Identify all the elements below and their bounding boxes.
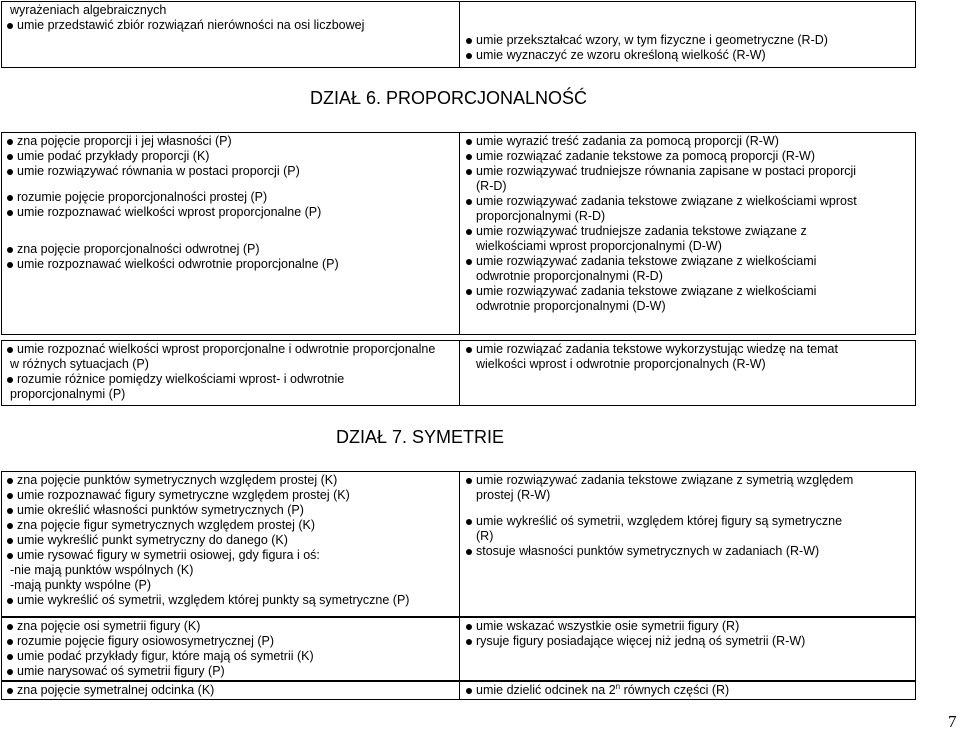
table-cell-left [2,2,460,67]
table-cell-left [2,341,460,405]
list-item-continuation [465,529,911,544]
list-item [6,473,455,488]
item-text: umie rozpoznawać wielkości odwrotnie proporcjonalne (P) [17,257,339,271]
list-item [6,593,455,608]
item-text: wyrażeniach algebraicznych [10,3,167,17]
bullet-icon [7,478,13,484]
item-text: proporcjonalnymi (R-D) [476,209,606,223]
list-item [6,619,455,634]
bullet-icon [466,229,472,235]
bullet-icon [466,478,472,484]
bullet-icon [7,538,13,544]
list-item [465,514,911,529]
superscript: n [615,682,621,691]
section7-table-row-1 [1,471,916,617]
bullet-icon [466,519,472,525]
item-text: zna pojęcie proporcjonalności odwrotnej (P) [17,242,260,256]
text-line [6,578,455,593]
text-line [6,563,455,578]
item-text: -mają punkty wspólne (P) [10,578,152,592]
item-text: umie przedstawić zbiór rozwiązań nierówności na osi liczbowej [17,18,365,32]
list-item [6,257,455,272]
list-item [465,254,911,269]
list-item [465,342,911,357]
item-text: -nie mają punktów wspólnych (K) [10,563,194,577]
page-number: 7 [948,712,957,731]
list-item [6,134,455,149]
item-text: umie rozwiązywać zadania tekstowe związane z symetrią względem [476,473,854,487]
bullet-icon [466,289,472,295]
item-text: umie rozwiązywać trudniejsze równania zapisane w postaci proporcji [476,164,857,178]
list-item [6,683,455,698]
section-heading: DZIAŁ 6. PROPORCJONALNOŚĆ [310,88,588,108]
item-text: umie wykreślić punkt symetryczny do danego (K) [17,533,288,547]
item-text: rozumie różnice pomiędzy wielkościami wprost- i odwrotnie [17,372,345,386]
bullet-icon [466,347,472,353]
list-item [465,619,911,634]
bullet-icon [7,139,13,145]
bullet-icon [7,553,13,559]
item-text: równych części (R) [620,683,730,697]
item-text: proporcjonalnymi (P) [10,387,126,401]
bullet-icon [7,508,13,514]
bullet-icon [466,139,472,145]
bullet-icon [7,523,13,529]
bullet-icon [7,195,13,201]
list-item-continuation [465,299,911,314]
bullet-icon [7,247,13,253]
table-cell-right [460,133,915,334]
item-text: wielkościami wprost proporcjonalnymi (D-W) [476,239,722,253]
bullet-icon [7,169,13,175]
item-text: odwrotnie proporcjonalnymi (D-W) [476,299,666,313]
item-text: zna pojęcie symetralnej odcinka (K) [17,683,215,697]
section-heading: DZIAŁ 7. SYMETRIE [336,427,505,447]
list-item [6,164,455,179]
list-item-continuation [465,209,911,224]
bullet-icon [7,639,13,645]
list-item [465,48,911,63]
list-item [6,533,455,548]
bullet-icon [466,688,472,694]
table-cell-left [2,682,460,699]
item-text: umie rozpoznawać figury symetryczne względem prostej (K) [17,488,350,502]
list-item [465,149,911,164]
table-cell-right [460,682,915,699]
item-text: umie wykreślić oś symetrii, względem której punkty są symetryczne (P) [17,593,410,607]
item-text: odwrotnie proporcjonalnymi (R-D) [476,269,663,283]
item-text: zna pojęcie osi symetrii figury (K) [17,619,201,633]
item-text: umie przekształcać wzory, w tym fizyczne i geometryczne (R-D) [476,33,828,47]
item-text: umie rozwiązywać równania w postaci proporcji (P) [17,164,300,178]
bullet-icon [7,688,13,694]
bullet-icon [7,493,13,499]
list-item [6,342,455,357]
item-text: umie dzielić odcinek na 2 [476,683,616,697]
item-text: (R-D) [476,179,507,193]
table-cell-right [460,341,915,405]
list-item [6,518,455,533]
bullet-icon [7,624,13,630]
spacer [465,503,911,514]
list-item [465,134,911,149]
item-text: umie wykreślić oś symetrii, względem której figury są symetryczne [476,514,843,528]
bullet-icon [7,154,13,160]
list-item [6,372,455,387]
bullet-icon [7,23,13,29]
list-item [465,194,911,209]
bullet-icon [466,259,472,265]
bullet-icon [466,199,472,205]
list-item [6,634,455,649]
list-item-continuation [465,239,911,254]
list-item [6,649,455,664]
table-continued [1,1,916,68]
list-item [6,664,455,679]
bullet-icon [466,169,472,175]
item-text: zna pojęcie figur symetrycznych względem prostej (K) [17,518,316,532]
bullet-icon [7,262,13,268]
list-item [6,205,455,220]
section7-table-row-3 [1,681,916,700]
item-text: stosuje własności punktów symetrycznych w zadaniach (R-W) [476,544,820,558]
item-text: umie wyrazić treść zadania za pomocą proporcji (R-W) [476,134,779,148]
list-item [6,548,455,563]
list-item-continuation [465,488,911,503]
table-cell-right [460,472,915,616]
item-text: umie podać przykłady proporcji (K) [17,149,210,163]
list-item [465,284,911,299]
spacer [6,220,455,231]
section7-table-row-2 [1,617,916,681]
bullet-icon [7,377,13,383]
table-cell-left [2,133,460,334]
table-cell-right [460,618,915,680]
list-item [465,224,911,239]
item-text: rozumie pojęcie proporcjonalności prostej (P) [17,190,268,204]
bullet-icon [466,639,472,645]
bullet-icon [466,38,472,44]
list-item [6,149,455,164]
section6-table-row-1 [1,132,916,335]
item-text: umie wyznaczyć ze wzoru określoną wielkość (R-W) [476,48,766,62]
bullet-icon [466,154,472,160]
bullet-icon [466,549,472,555]
spacer [6,231,455,242]
list-item [465,164,911,179]
bullet-icon [7,598,13,604]
bullet-icon [7,210,13,216]
spacer [465,18,911,33]
spacer [465,3,911,18]
item-text: zna pojęcie punktów symetrycznych względem prostej (K) [17,473,338,487]
item-text: umie rozwiązywać zadania tekstowe związane z wielkościami [476,254,817,268]
text-line [6,3,455,18]
item-text: umie rozwiązać zadanie tekstowe za pomocą proporcji (R-W) [476,149,816,163]
list-item [465,634,911,649]
item-text: umie podać przykłady figur, które mają oś symetrii (K) [17,649,314,663]
text-line [6,387,455,402]
list-item [6,503,455,518]
item-text: wielkości wprost i odwrotnie proporcjonalnych (R-W) [476,357,766,371]
bullet-icon [466,53,472,59]
item-text: umie narysować oś symetrii figury (P) [17,664,225,678]
item-text: rysuje figury posiadające więcej niż jedną oś symetrii (R-W) [476,634,806,648]
text-line [6,357,455,372]
list-item [6,18,455,33]
item-text: umie rozpoznawać wielkości wprost proporcjonalne (P) [17,205,322,219]
list-item [6,488,455,503]
bullet-icon [7,669,13,675]
list-item [6,190,455,205]
section6-table-row-2 [1,340,916,406]
item-text: umie wskazać wszystkie osie symetrii figury (R) [476,619,740,633]
list-item-continuation [465,269,911,284]
list-item [6,242,455,257]
item-text: umie rozwiązać zadania tekstowe wykorzystując wiedzę na temat [476,342,838,356]
item-text: umie rozpoznać wielkości wprost proporcjonalne i odwrotnie proporcjonalne [17,342,436,356]
item-text: prostej (R-W) [476,488,551,502]
list-item [465,544,911,559]
list-item-continuation [465,179,911,194]
item-text: rozumie pojęcie figury osiowosymetrycznej (P) [17,634,275,648]
item-text: w różnych sytuacjach (P) [10,357,149,371]
bullet-icon [7,654,13,660]
item-text: umie określić własności punktów symetrycznych (P) [17,503,304,517]
list-item [465,33,911,48]
bullet-icon [7,347,13,353]
table-cell-left [2,618,460,680]
list-item [465,683,911,698]
spacer [6,179,455,190]
bullet-icon [466,624,472,630]
table-cell-right [460,2,915,67]
item-text: umie rozwiązywać zadania tekstowe związane z wielkościami [476,284,817,298]
list-item-continuation [465,357,911,372]
item-text: umie rysować figury w symetrii osiowej, gdy figura i oś: [17,548,320,562]
table-cell-left [2,472,460,616]
item-text: (R) [476,529,494,543]
item-text: zna pojęcie proporcji i jej własności (P) [17,134,232,148]
item-text: umie rozwiązywać zadania tekstowe związane z wielkościami wprost [476,194,857,208]
item-text: umie rozwiązywać trudniejsze zadania tekstowe związane z [476,224,807,238]
list-item [465,473,911,488]
